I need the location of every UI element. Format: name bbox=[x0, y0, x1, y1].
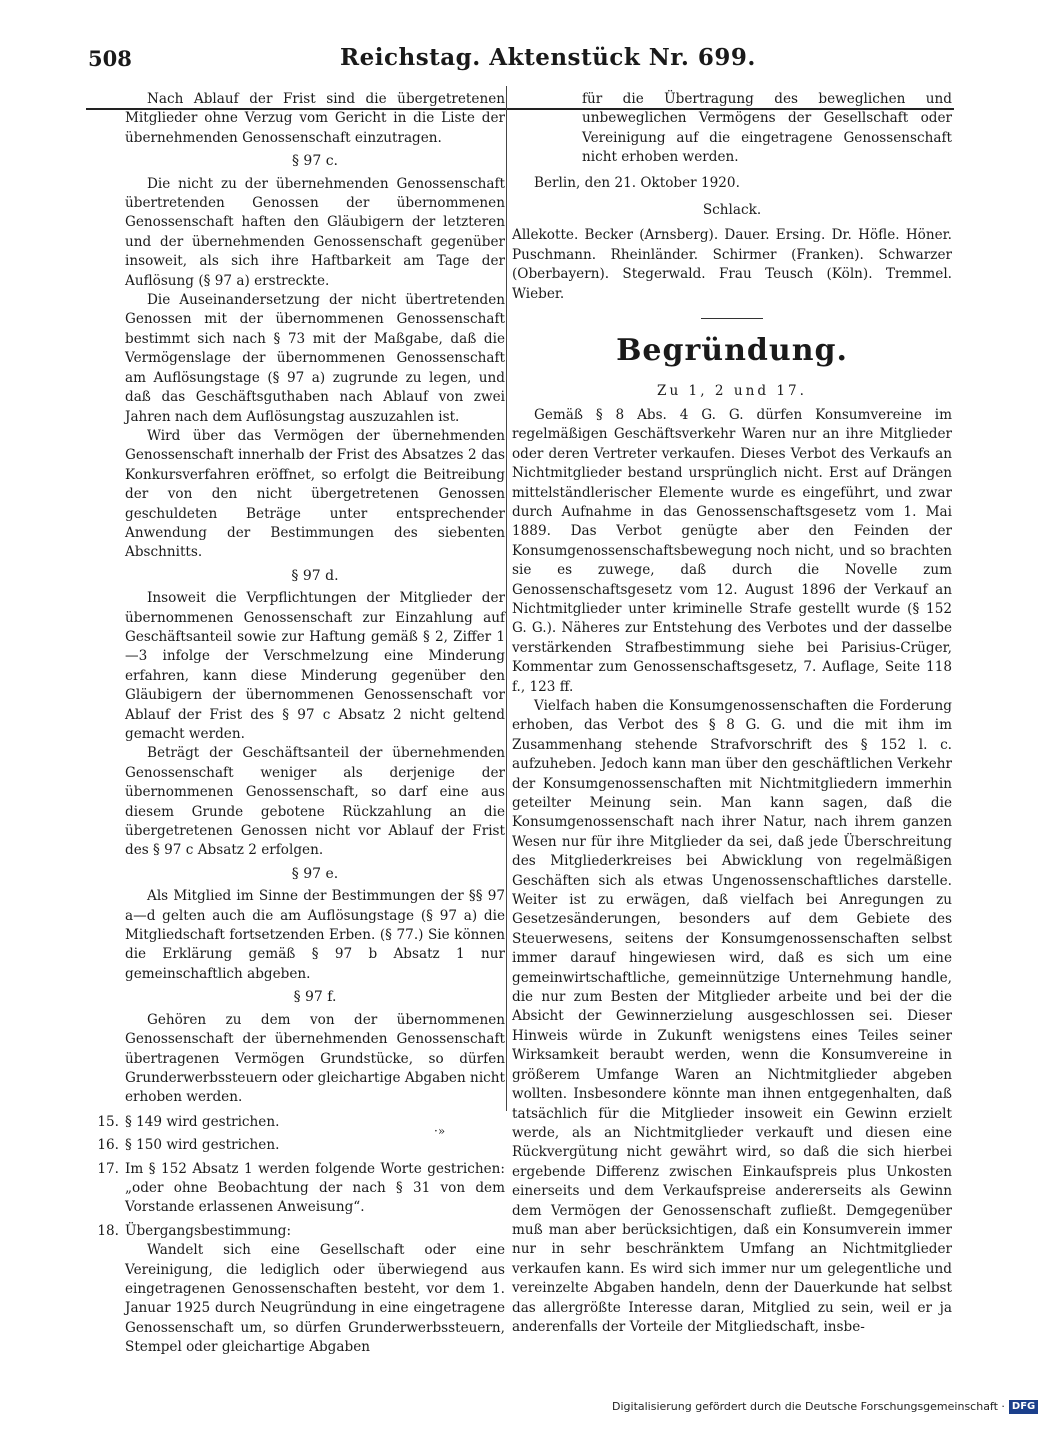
section-heading-97f: § 97 f. bbox=[293, 989, 337, 1006]
column-divider bbox=[506, 86, 507, 1111]
numbered-item bbox=[97, 1113, 505, 1132]
section-heading-97d: § 97 d. bbox=[291, 567, 339, 584]
paragraph: Gemäß § 8 Abs. 4 G. G. dürfen Konsumvereine im regelmäßigen Geschäftsverkehr Waren nur an ihre Mitglieder oder deren Vertreter verkaufen. Dieses Verbot des Verkaufs an Nichtmitglieder bestand ursprünglich nicht. Erst auf Drängen mittelständlerischer Elemente wurde es eingeführt, und zwar durch Aufnahme in das Genossenschaftsgesetz vom 1. Mai 1889. Das Verbot genügte aber den Feinden der Konsumgenossenschaftsbewegung noch nicht, und so brachten sie es zuwege, daß durch die Novelle zum Genossenschaftsgesetz vom 12. August 1896 der Verkauf an Nichtmitglieder unter kriminelle Strafe gestellt wurde (§ 152 G. G.). Näheres zur Entstehung des Verbotes und der dasselbe verstärkenden Strafbestimmung siehe bei Parisius-Crüger, Kommentar zum Genossenschaftsgesetz, 7. Auflage, Seite 118 f., 123 ff. bbox=[512, 406, 952, 695]
item-text: § 150 wird gestrichen. bbox=[125, 1137, 280, 1154]
running-title: Reichstag. Aktenstück Nr. 699. bbox=[340, 44, 756, 71]
section-heading-97e: § 97 e. bbox=[291, 865, 339, 882]
numbered-item bbox=[97, 1160, 505, 1218]
paragraph: Beträgt der Geschäftsanteil der übernehmenden Genossenschaft weniger als derjenige der übernommenen Genossenschaft, so darf eine aus diesem Grunde gebotene Rückzahlung an die übergetretenen Genossen nicht vor Ablauf der Frist des § 97 c Absatz 2 erfolgen. bbox=[125, 745, 505, 859]
margin-mark: ·» bbox=[434, 1124, 446, 1138]
dfg-logo-icon: DFG bbox=[1009, 1400, 1038, 1414]
item-number: 17. bbox=[97, 1160, 119, 1177]
item-text: § 149 wird gestrichen. bbox=[125, 1113, 280, 1130]
page-header bbox=[0, 40, 1000, 80]
item-number: 16. bbox=[97, 1137, 119, 1154]
paragraph: für die Übertragung des beweglichen und unbeweglichen Vermögens der Gesellschaft oder Vereinigung auf die eingetragene Genossenschaft nicht erhoben werden. bbox=[582, 91, 952, 166]
paragraph: Insoweit die Verpflichtungen der Mitglieder der übernommenen Genossenschaft zur Einzahlung auf Geschäftsanteil sowie zur Haftung gemäß § 2, Ziffer 1—3 infolge der Verschmelzung eine Minderung erfahren, kann diese Minderung gegenüber den Gläubigern der übernommenen Genossenschaft vor Ablauf der Frist des § 97 c Absatz 2 nicht geltend gemacht werden. bbox=[125, 590, 505, 742]
section-title: Begründung. bbox=[616, 333, 848, 369]
paragraph: Die Auseinandersetzung der nicht übertretenden Genossen mit der übernommenen Genossenschaft bestimmt sich nach § 73 mit der Maßgabe, daß die Vermögenslage der übernommenen Genossenschaft am Auflösungstage (§ 97 a) zugrunde zu legen, und daß das Geschäftsguthaben nach Ablauf von zwei Jahren nach dem Auflösungstag auszuzahlen ist. bbox=[125, 292, 505, 425]
item-text: Im § 152 Absatz 1 werden folgende Worte gestrichen: „oder ohne Beobachtung der nach § 31 von dem Vorstande erlassenen Anweisung“. bbox=[125, 1160, 505, 1216]
signer: Schlack. bbox=[702, 202, 762, 219]
paragraph: Als Mitglied im Sinne der Bestimmungen der §§ 97 a—d gelten auch die am Auflösungstage (§ 97 a) die Mitgliedschaft fortsetzenden Erben. (§ 77.) Sie können die Erklärung gemäß § 97 b Absatz 1 nur gemeinschaftlich abgeben. bbox=[125, 888, 505, 982]
left-column bbox=[97, 90, 505, 1358]
footer bbox=[612, 1400, 1038, 1414]
numbered-item bbox=[97, 1222, 505, 1241]
paragraph: Wird über das Vermögen der übernehmenden Genossenschaft innerhalb der Frist des Absatzes 2 das Konkursverfahren eröffnet, so erfolgt die Beitreibung der von den nicht übergetretenen Genossen geschuldeten Beträge unter entsprechender Anwendung der Bestimmungen des siebenten Abschnitts. bbox=[125, 427, 505, 561]
date-line: Berlin, den 21. Oktober 1920. bbox=[534, 174, 740, 191]
paragraph: Die nicht zu der übernehmenden Genossenschaft übertretenden Genossen der übernommenen Genossenschaft haften den Gläubigern der letzteren und der übernehmenden Genossenschaft gegenüber insoweit, als sich ihre Haftbarkeit am Tage der Auflösung (§ 97 a) erstreckte. bbox=[125, 175, 505, 289]
page-number: 508 bbox=[88, 46, 132, 71]
item-text: Übergangsbestimmung: bbox=[125, 1222, 292, 1239]
paragraph: Vielfach haben die Konsumgenossenschaften die Forderung erhoben, das Verbot des § 8 G. G. und die mit ihm im Zusammenhang stehende Strafvorschrift des § 152 l. c. aufzuheben. Jedoch kann man über den geschäftlichen Verkehr der Konsumgenossenschaften mit Nichtmitgliedern immerhin geteilter Meinung sein. Man kann sagen, daß die Konsumgenossenschaft nach ihrer Natur, nach ihrem ganzen Wesen nur für ihre Mitglieder da sei, daß jede Überschreitung des Mitgliederkreises bei Abwicklung von regelmäßigen Geschäften sich als etwas Ungenossenschaftliches darstelle. Weiter ist zu erwägen, daß vielfach bei Anregungen zu Gesetzesänderungen, besonders auf dem Gebiete des Steuerwesens, seitens der Konsumgenossenschaften selbst immer darauf hingewiesen wird, daß es sich um eine gemeinwirtschaftliche, gemeinnützige Unternehmung handle, die nur zum Besten der Mitglieder arbeite und bei der die Absicht der Gewinnerzielung ausgeschlossen sei. Dieser Hinweis würde in Zukunft wenigstens eines Teiles seiner Wirksamkeit beraubt werden, wenn die Konsumvereine in größerem Umfange Waren an Nichtmitglieder abgeben wollten. Insbesondere könnte man ihnen entgegenhalten, daß tatsächlich für die Mitglieder insoweit ein Gewinn erzielt werde, als an Nichtmitglieder verkauft und diesen eine Rückvergütung nicht gewährt wird, so daß die sich hierbei ergebende Differenz zwischen Einkaufspreis plus Unkosten einerseits und dem Verkaufspreise andererseits als Gewinn dem Vermögen der Genossenschaft zufließt. Demgegenüber muß man aber berücksichtigen, daß ein Konsumverein immer nur in sehr beschränktem Umfang an Nichtmitglieder verkaufen kann. Es wird sich immer nur um gelegentliche und vereinzelte Abgaben handeln, denn der Dauerkunde hat selbst das allergrößte Interesse daran, Mitglied zu sein, weil er ja anderenfalls der Vorteile der Mitgliedschaft, insbe- bbox=[512, 697, 952, 1335]
footer-text: Digitalisierung gefördert durch die Deutsche Forschungsgemeinschaft · bbox=[612, 1400, 1005, 1413]
subheading: Zu 1, 2 und 17. bbox=[657, 383, 807, 400]
paragraph: Gehören zu dem von der übernommenen Genossenschaft der übernehmenden Genossenschaft übertragenen Vermögen Grundstücke, so dürfen Grunderwerbssteuern oder gleichartige Abgaben nicht erhoben werden. bbox=[125, 1011, 505, 1106]
item-number: 18. bbox=[97, 1222, 119, 1239]
paragraph: Nach Ablauf der Frist sind die übergetretenen Mitglieder ohne Verzug vom Gericht in die Liste der übernehmenden Genossenschaft einzutragen. bbox=[125, 91, 505, 146]
divider-rule bbox=[701, 318, 763, 319]
section-heading-97c: § 97 c. bbox=[291, 153, 338, 170]
item-number: 15. bbox=[97, 1113, 119, 1130]
paragraph: Wandelt sich eine Gesellschaft oder eine Vereinigung, die lediglich oder überwiegend aus eingetragenen Genossenschaften besteht, vor dem 1. Januar 1925 durch Neugründung in eine eingetragene Genossenschaft um, so dürfen Grunderwerbssteuern, Stempel oder gleichartige Abgaben bbox=[125, 1242, 505, 1356]
numbered-item bbox=[97, 1136, 505, 1155]
right-column bbox=[512, 90, 952, 1337]
signers-list: Allekotte. Becker (Arnsberg). Dauer. Ersing. Dr. Höfle. Höner. Puschmann. Rheinländer. Schirmer (Franken). Schwarzer (Oberbayern). Stegerwald. Frau Teusch (Köln). Tremmel. Wieber. bbox=[512, 227, 952, 302]
